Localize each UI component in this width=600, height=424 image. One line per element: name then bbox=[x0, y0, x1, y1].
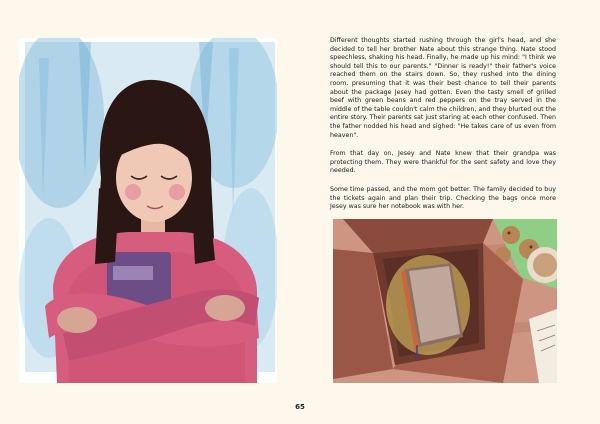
page-number: 65 bbox=[295, 403, 305, 411]
box-illustration-svg bbox=[333, 219, 557, 383]
story-paragraph-2: From that day on, Jesey and Nate knew that their grandpa was protecting them. They were thankful for the sent safety and love they needed. bbox=[330, 150, 556, 175]
story-paragraph-3: Some time passed, and the mom got better. The family decided to buy the tickets again and plan their trip. Checking the bags once more Jesey was sure her notebook was with her. bbox=[330, 185, 556, 211]
story-paragraph-1: Different thoughts started rushing through the girl's head, and she decided to tell her brother Nate about this strange thing. Nate stood speechless, shaking his head. Finally, he made up his mind: "I think we should tell this to our parents." "Dinner is ready!" their father's voice reached them on the stairs down. So, they rushed into the dining room, presuming that it was their best chance to tell their parents about the package Jesey had gotten. Even the tasty smell of grilled beef with green beans and red peppers on the tray served in the middle of the table couldn't calm the children, and they blurted out the entire story. Their parents sat just staring at each other confused. Then the father nodded his head and sighed: "He takes care of us even from heaven". bbox=[330, 37, 556, 139]
girl-hugging-notebook-illustration bbox=[19, 38, 277, 383]
story-text-column bbox=[330, 37, 556, 220]
girl-illustration-svg bbox=[19, 38, 277, 383]
notebook-in-box-illustration bbox=[333, 219, 557, 383]
